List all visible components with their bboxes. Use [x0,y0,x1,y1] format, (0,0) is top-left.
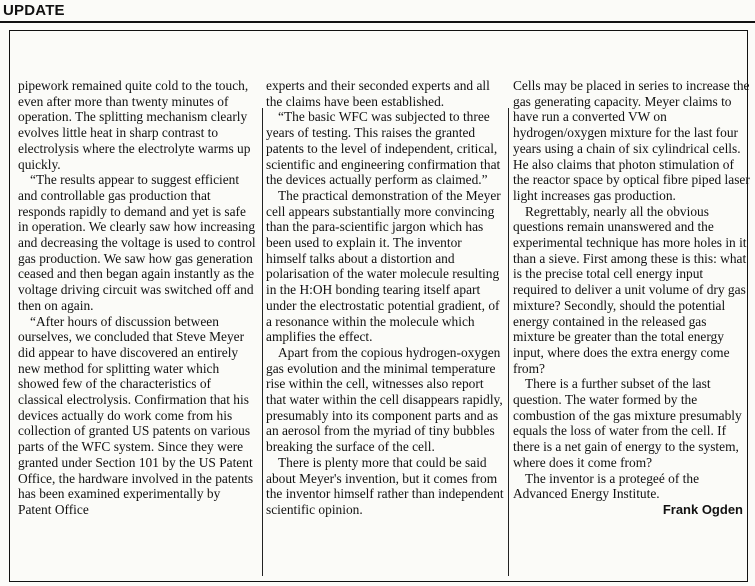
column-divider [508,108,509,576]
paragraph: experts and their seconded experts and all the claims have been established. [266,78,490,109]
paragraph: There is a further subset of the last question. The water formed by the combustion of the gas mixture presumably equals the loss of water from the cell. If there is a net gain of energy to the system, where does it come from? [513,376,742,470]
paragraph: Regrettably, nearly all the obvious questions remain unanswered and the experimental technique has more holes in it than a sieve. First among these is this: what is the precise total cell energy input required to deliver a unit volume of dry gas mixture? Secondly, should the potential energy contained in the released gas mixture be greater than the total energy input, where does the extra energy come from? [513,203,747,376]
paragraph: The inventor is a protegeé of the Advanced Energy Institute. [513,470,700,502]
article-column-3 [513,78,751,518]
paragraph: Apart from the copious hydrogen-oxygen gas evolution and the minimal temperature rise within the cell, witnesses also report that water within the cell disappears rapidly, presumably into its component parts and as an aerosol from the myriad of tiny bubbles breaking the surface of the cell. [266,344,503,455]
paragraph: “The results appear to suggest efficient and controllable gas production that responds rapidly to demand and yet is safe in operation. We clearly saw how increasing and decreasing the voltage is used to control gas production. We saw how gas generation ceased and then began again instantly as the voltage driving circuit was switched off and then on again. [18,172,256,313]
column-divider [262,108,263,576]
section-header [0,0,755,24]
paragraph: The practical demonstration of the Meyer cell appears substantially more convincing than the para-scientific jargon which has been used to explain it. The inventor himself talks about a distortion and polarisation of the water molecule resulting in the H:OH bonding tearing itself apart under the electrostatic potential gradient, of a resonance within the molecule which amplifies the effect. [266,187,501,345]
paragraph: There is plenty more that could be said about Meyer's invention, but it comes from the inventor himself rather than independent scientific opinion. [266,454,504,517]
author-byline: Frank Ogden [662,501,743,517]
paragraph: Cells may be placed in series to increase the gas generating capacity. Meyer claims to have run a converted VW on hydrogen/oxygen mixture for the last four years using a chain of six cylindrical cells. He also claims that photon stimulation of the reactor space by optical fibre piped laser light increases gas production. [513,78,750,203]
header-rule [0,21,755,23]
paragraph: “The basic WFC was subjected to three years of testing. This raises the granted patents to the level of independent, critical, scientific and engineering confirmation that the devices actually perform as claimed.” [266,109,501,188]
section-title: UPDATE [3,2,65,19]
article-column-2 [266,78,504,518]
paragraph: “After hours of discussion between ourselves, we concluded that Steve Meyer did appear to have discovered an entirely new method for splitting water which showed few of the characteristics of classical electrolysis. Confirmation that his devices actually do work come from his collection of granted US patents on various parts of the WFC system. Since they were granted under Section 101 by the US Patent Office, the hardware involved in the patents has been examined experimentally by Patent Office [18,313,254,517]
paragraph: pipework remained quite cold to the touch, even after more than twenty minutes of operation. The splitting mechanism clearly evolves little heat in sharp contrast to electrolysis where the electrolyte warms up quickly. [18,78,251,172]
article-column-1 [18,78,256,518]
